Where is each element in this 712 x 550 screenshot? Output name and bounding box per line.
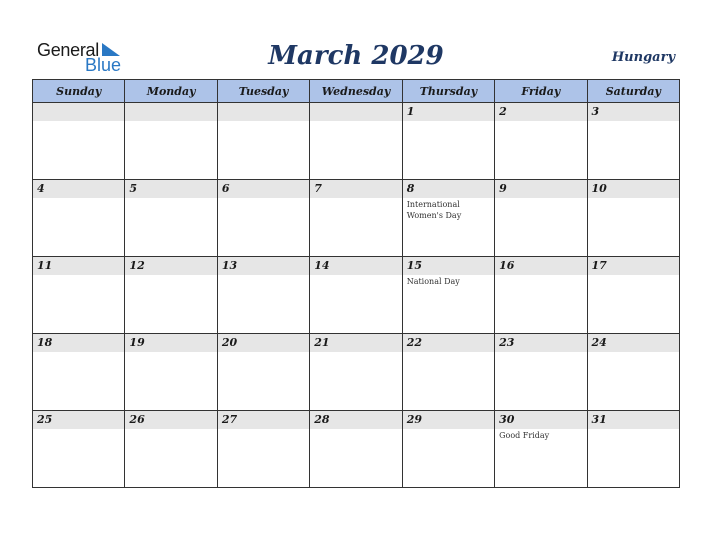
week-row (33, 411, 680, 488)
day-number: 19 (125, 334, 216, 352)
day-number: 20 (218, 334, 309, 352)
weekday-header-row (33, 80, 680, 103)
day-number: 30 (495, 411, 586, 429)
day-number: 27 (218, 411, 309, 429)
day-number: 25 (33, 411, 124, 429)
week-row (33, 103, 680, 180)
day-cell[interactable] (402, 180, 494, 257)
day-cell[interactable] (495, 180, 587, 257)
day-number: 11 (33, 257, 124, 275)
day-number: 31 (588, 411, 679, 429)
day-number: 14 (310, 257, 401, 275)
day-number: 16 (495, 257, 586, 275)
day-number: 29 (403, 411, 494, 429)
day-number: 21 (310, 334, 401, 352)
day-number: 17 (588, 257, 679, 275)
country-label: Hungary (611, 50, 675, 65)
day-number (125, 103, 216, 121)
day-number: 10 (588, 180, 679, 198)
weekday-header: Monday (125, 80, 217, 103)
day-number: 8 (403, 180, 494, 198)
day-cell[interactable] (217, 334, 309, 411)
day-number: 2 (495, 103, 586, 121)
day-number: 9 (495, 180, 586, 198)
day-cell[interactable] (495, 334, 587, 411)
logo-word-blue: Blue (85, 55, 122, 75)
day-cell[interactable] (310, 257, 402, 334)
calendar-body (33, 103, 680, 488)
day-number: 23 (495, 334, 586, 352)
day-cell[interactable] (217, 257, 309, 334)
day-cell[interactable] (587, 257, 679, 334)
day-cell[interactable] (33, 103, 125, 180)
day-number (218, 103, 309, 121)
day-cell[interactable] (402, 411, 494, 488)
day-cell[interactable] (587, 103, 679, 180)
day-cell[interactable] (402, 334, 494, 411)
day-number (33, 103, 124, 121)
day-cell[interactable] (587, 411, 679, 488)
day-cell[interactable] (33, 257, 125, 334)
day-number: 5 (125, 180, 216, 198)
day-cell[interactable] (495, 411, 587, 488)
logo-word-general: General (37, 40, 99, 60)
day-cell[interactable] (217, 411, 309, 488)
day-cell[interactable] (125, 257, 217, 334)
day-cell[interactable] (495, 103, 587, 180)
day-number: 26 (125, 411, 216, 429)
day-cell[interactable] (310, 334, 402, 411)
day-cell[interactable] (33, 411, 125, 488)
day-cell[interactable] (402, 257, 494, 334)
holiday-label: International Women's Day (406, 200, 462, 220)
day-number (310, 103, 401, 121)
week-row (33, 334, 680, 411)
weekday-header: Thursday (402, 80, 494, 103)
day-number: 28 (310, 411, 401, 429)
day-number: 6 (218, 180, 309, 198)
week-row (33, 257, 680, 334)
weekday-header: Saturday (587, 80, 679, 103)
calendar-grid (32, 79, 680, 488)
day-number: 18 (33, 334, 124, 352)
day-cell[interactable] (310, 411, 402, 488)
day-cell[interactable] (125, 180, 217, 257)
day-number: 22 (403, 334, 494, 352)
day-cell[interactable] (33, 334, 125, 411)
weekday-header: Tuesday (217, 80, 309, 103)
day-number: 1 (403, 103, 494, 121)
holiday-label: Good Friday (499, 431, 550, 440)
day-cell[interactable] (495, 257, 587, 334)
weekday-header: Friday (495, 80, 587, 103)
day-cell[interactable] (310, 180, 402, 257)
weekday-header: Sunday (33, 80, 125, 103)
weekday-header: Wednesday (310, 80, 402, 103)
day-number: 13 (218, 257, 309, 275)
day-cell[interactable] (310, 103, 402, 180)
day-cell[interactable] (33, 180, 125, 257)
day-number: 15 (403, 257, 494, 275)
holiday-label: National Day (406, 277, 460, 286)
calendar-title: March 2029 (268, 41, 444, 71)
day-number: 12 (125, 257, 216, 275)
day-cell[interactable] (587, 334, 679, 411)
day-cell[interactable] (125, 334, 217, 411)
day-cell[interactable] (125, 103, 217, 180)
day-cell[interactable] (217, 180, 309, 257)
week-row (33, 180, 680, 257)
day-cell[interactable] (402, 103, 494, 180)
day-number: 3 (588, 103, 679, 121)
day-number: 7 (310, 180, 401, 198)
day-cell[interactable] (217, 103, 309, 180)
day-number: 24 (588, 334, 679, 352)
day-number: 4 (33, 180, 124, 198)
day-cell[interactable] (587, 180, 679, 257)
day-cell[interactable] (125, 411, 217, 488)
